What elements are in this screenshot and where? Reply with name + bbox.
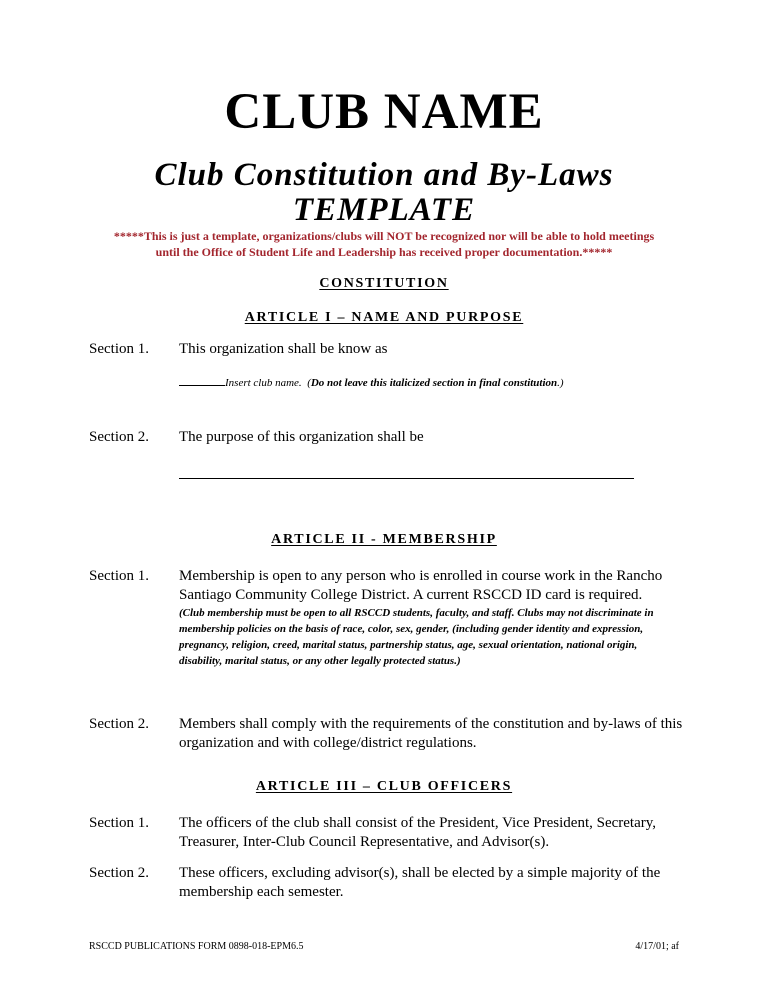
document-subtitle [0, 158, 768, 228]
article-3-heading: ARTICLE III – CLUB OFFICERS [255, 779, 513, 794]
membership-nondiscrimination-note: (Club membership must be open to all RSCCD students, faculty, and staff. Clubs may not discriminate in membership policies on the basis of race, color, sex, gender, (including gender identity and expression, pregnancy, religion, creed, marital status, partnership status, age, sexual orientation, national origin, disability, marital status, or any other legally protected status.) [179, 607, 654, 667]
article-1-heading: ARTICLE I – NAME AND PURPOSE [244, 310, 524, 325]
article-2-section-1-label: Section 1. [89, 568, 149, 584]
club-name-title: CLUB NAME [224, 84, 544, 140]
article-2-heading: ARTICLE II - MEMBERSHIP [271, 532, 497, 547]
club-name-blank[interactable] [179, 374, 225, 386]
article-3-section-2-text: These officers, excluding advisor(s), shall be elected by a simple majority of the membership each semester. [179, 865, 661, 900]
footer-form-id: RSCCD PUBLICATIONS FORM 0898-018-EPM6.5 [89, 941, 304, 952]
subtitle-line-1: Club Constitution and By-Laws [154, 157, 614, 193]
footer-date-code: 4/17/01; af [635, 941, 679, 952]
subtitle-line-2: TEMPLATE [292, 192, 476, 228]
article-2-section-2-label: Section 2. [89, 716, 149, 732]
article-1-section-1-label: Section 1. [89, 341, 149, 357]
article-1-section-1-text: This organization shall be know as [179, 341, 388, 357]
article-1-section-2-label: Section 2. [89, 429, 149, 445]
warning-line-2: until the Office of Student Life and Leadership has received proper documentation.***** [155, 245, 613, 259]
warning-line-1: *****This is just a template, organizations/clubs will NOT be recognized nor will be able to hold meetings [113, 229, 655, 243]
purpose-blank-line[interactable] [179, 478, 634, 479]
article-3-section-2-label: Section 2. [89, 865, 149, 881]
template-warning [60, 228, 708, 260]
constitution-heading: CONSTITUTION [319, 276, 449, 291]
article-3-section-1-text: The officers of the club shall consist of the President, Vice President, Secretary, Treasurer, Inter-Club Council Representative, and Advisor(s). [179, 815, 657, 850]
article-3-section-1-label: Section 1. [89, 815, 149, 831]
article-1-section-2-text: The purpose of this organization shall be [179, 429, 424, 445]
article-1-section-1-note: Insert club name. (Do not leave this italicized section in final constitution.) [179, 374, 564, 390]
article-2-section-2-text: Members shall comply with the requirements of the constitution and by-laws of this organization and with college/district regulations. [179, 716, 683, 751]
insert-club-name-text: Insert club name. [225, 377, 302, 389]
italic-warning-bold: Do not leave this italicized section in final constitution [310, 377, 558, 389]
article-2-section-1-text: Membership is open to any person who is enrolled in course work in the Rancho Santiago Community College District. A current RSCCD ID card is required. [179, 568, 663, 603]
